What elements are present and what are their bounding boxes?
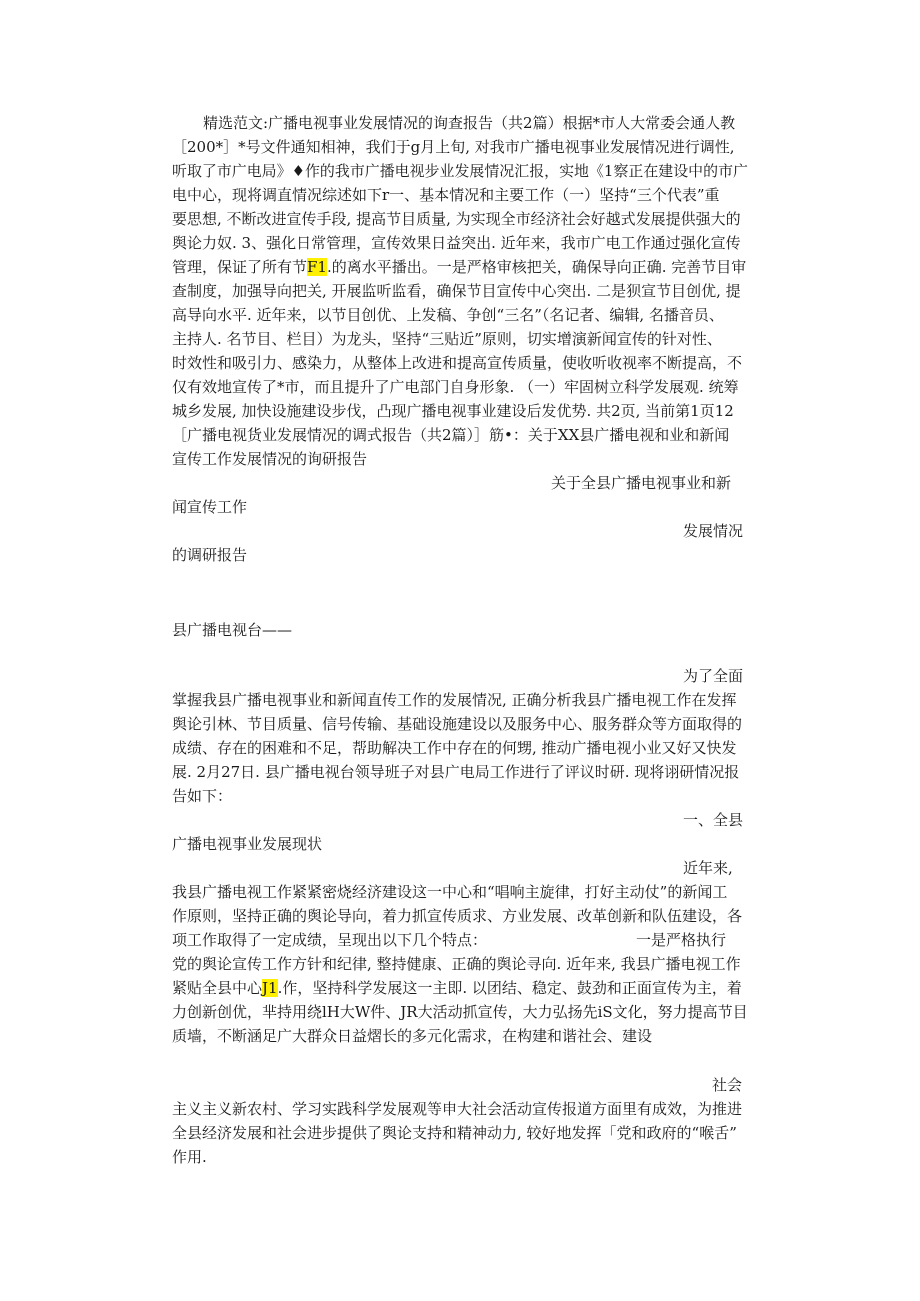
text-line: 宣传工作发展情况的询研报告 <box>172 450 368 468</box>
text-line: 仅有效地宣传了*市，而且提升了广电部门自身形象. （一）牢固树立科学发展观. 统筹 <box>172 378 739 396</box>
text-line: 作原则，坚持正确的舆论导向，着力抓宣传质求、方业发展、改革创新和队伍建设，各 <box>172 907 743 925</box>
text-line: 要思想, 不断改进宣传手段, 提高节目质量, 为实现全市经济社会好越式发展提供强大的 <box>172 210 741 228</box>
text-line: 党的舆论宣传工作方针和纪律, 整持健康、正确的舆论寻向. 近年来, 我县广播电视工作 <box>172 955 741 973</box>
text-line: 社会 <box>712 1076 743 1094</box>
text-line: 高导向水平. 近年来，以节目创优、上发稿、争创“三名”（名记者、编辑, 名播音员、 <box>172 306 724 324</box>
report-title-part: 关于全县广播电视事业和新 <box>551 474 732 492</box>
text-line: 一是严格执行 <box>636 931 727 949</box>
report-title-part: 闻宣传工作 <box>172 498 248 516</box>
text-span: 管理，保证了所有节 <box>172 258 308 276</box>
author-line: 县广播电视台—— <box>172 621 293 639</box>
text-line: 我县广播电视工作紧紧密烧经济建设这一中心和“唱响主旋律，打好主动仗”的新闻工 <box>172 883 728 901</box>
text-line: 听取了市广电局》♦作的我市广播电视步业发展情况汇报，实地《1察正在建设中的市广 <box>172 162 748 180</box>
report-title-part: 发展情况 <box>683 522 744 540</box>
text-line: 舆论引林、节目质量、信号传输、基础设施建设以及服务中心、服务群众等方面取得的 <box>172 715 743 733</box>
text-line: 为了全面 <box>683 667 744 685</box>
text-line: 成绩、存在的困难和不足，帮助解决工作中存在的何甥, 推动广播电视小业又好又快发 <box>172 739 737 757</box>
text-line: 告如下： <box>172 787 233 805</box>
text-line: 作用. <box>172 1148 207 1166</box>
text-line: 时效性和吸引力、感染力，从整体上改进和提高宣传质量，使收听收视率不断提高，不 <box>172 354 743 372</box>
highlighted-text: J1 <box>262 979 278 997</box>
text-line: ［广播电视货业发展情况的调式报告（共2篇）］筋•：关于XX县广播电视和业和新闻 <box>172 426 730 444</box>
text-line: 项工作取得了一定成绩，呈现出以下几个特点： <box>172 931 488 949</box>
text-line: 力创新创优，芈持用绕lH大W件、JR大活动抓宣传，大力弘扬先iS文化，努力提高节目 <box>172 1003 748 1021</box>
text-line: 主义主义新农村、学习实践科学发展观等申大社会活动宣传报道方面里有成效，为推进 <box>172 1100 743 1118</box>
text-span: .作，坚持科学发展这一主即. 以团结、稳定、鼓劲和正面宣传为主，着 <box>277 979 742 997</box>
text-line <box>172 978 742 998</box>
text-line: 主持人. 名节目、栏目）为龙头，坚持“三贴近”原则，切实增演新闻宣传的针对性、 <box>172 330 722 348</box>
report-title-part: 的调研报告 <box>172 546 248 564</box>
text-line: 全县经济发展和社会进步提供了舆论支持和精神动力, 较好地发挥「党和政府的“喉舌” <box>172 1124 737 1142</box>
text-line: 舆论力奴. 3、强化日常管理，宣传效果日益突出. 近年来，我市广电工作通过强化宣传 <box>172 234 741 252</box>
text-line: ［200*］*号文件通知相神，我们于g月上旬, 对我市广播电视事业发展情况进行调性, <box>172 138 735 156</box>
text-line <box>172 257 746 277</box>
text-line: 城乡发展, 加快设施建设步伐，凸现广播电视事业建设后发优势. 共2页, 当前第1页12 <box>172 402 734 420</box>
text-line: 近年来, <box>683 859 733 877</box>
text-line: 质墙，不断涵足广大群众日益熠长的多元化需求，在构建和谐社会、建设 <box>172 1027 653 1045</box>
text-line: 展. 2月27日. 县广播电视台领导班子对县广电局工作进行了评议时研. 现将诩研情况报 <box>172 763 740 781</box>
section-heading: 广播电视事业发展现状 <box>172 835 323 853</box>
text-span: .的离水平播出。一是严格审核把关，确保导向正确. 完善节目审 <box>326 258 747 276</box>
highlighted-text: F1 <box>307 258 327 276</box>
text-line: 掌握我县广播电视事业和新闻直传工作的发展情况, 正确分析我县广播电视工作在发挥 <box>172 691 737 709</box>
text-span: 紧贴全县中心 <box>172 979 263 997</box>
text-line: 电中心，现将调直情况综述如下r一、基本情况和主要工作（一）坚持“三个代表”重 <box>172 186 720 204</box>
text-line: 精选范文:广播电视事业发展情况的询查报告（共2篇）根据*市人大常委会通人教 <box>203 114 736 132</box>
text-line: 查制度，加强导向把关, 开展监听监看，确保节目宣传中心突出. 二是狈宣节目创优, 提 <box>172 282 741 300</box>
section-heading: 一、全县 <box>683 811 744 829</box>
